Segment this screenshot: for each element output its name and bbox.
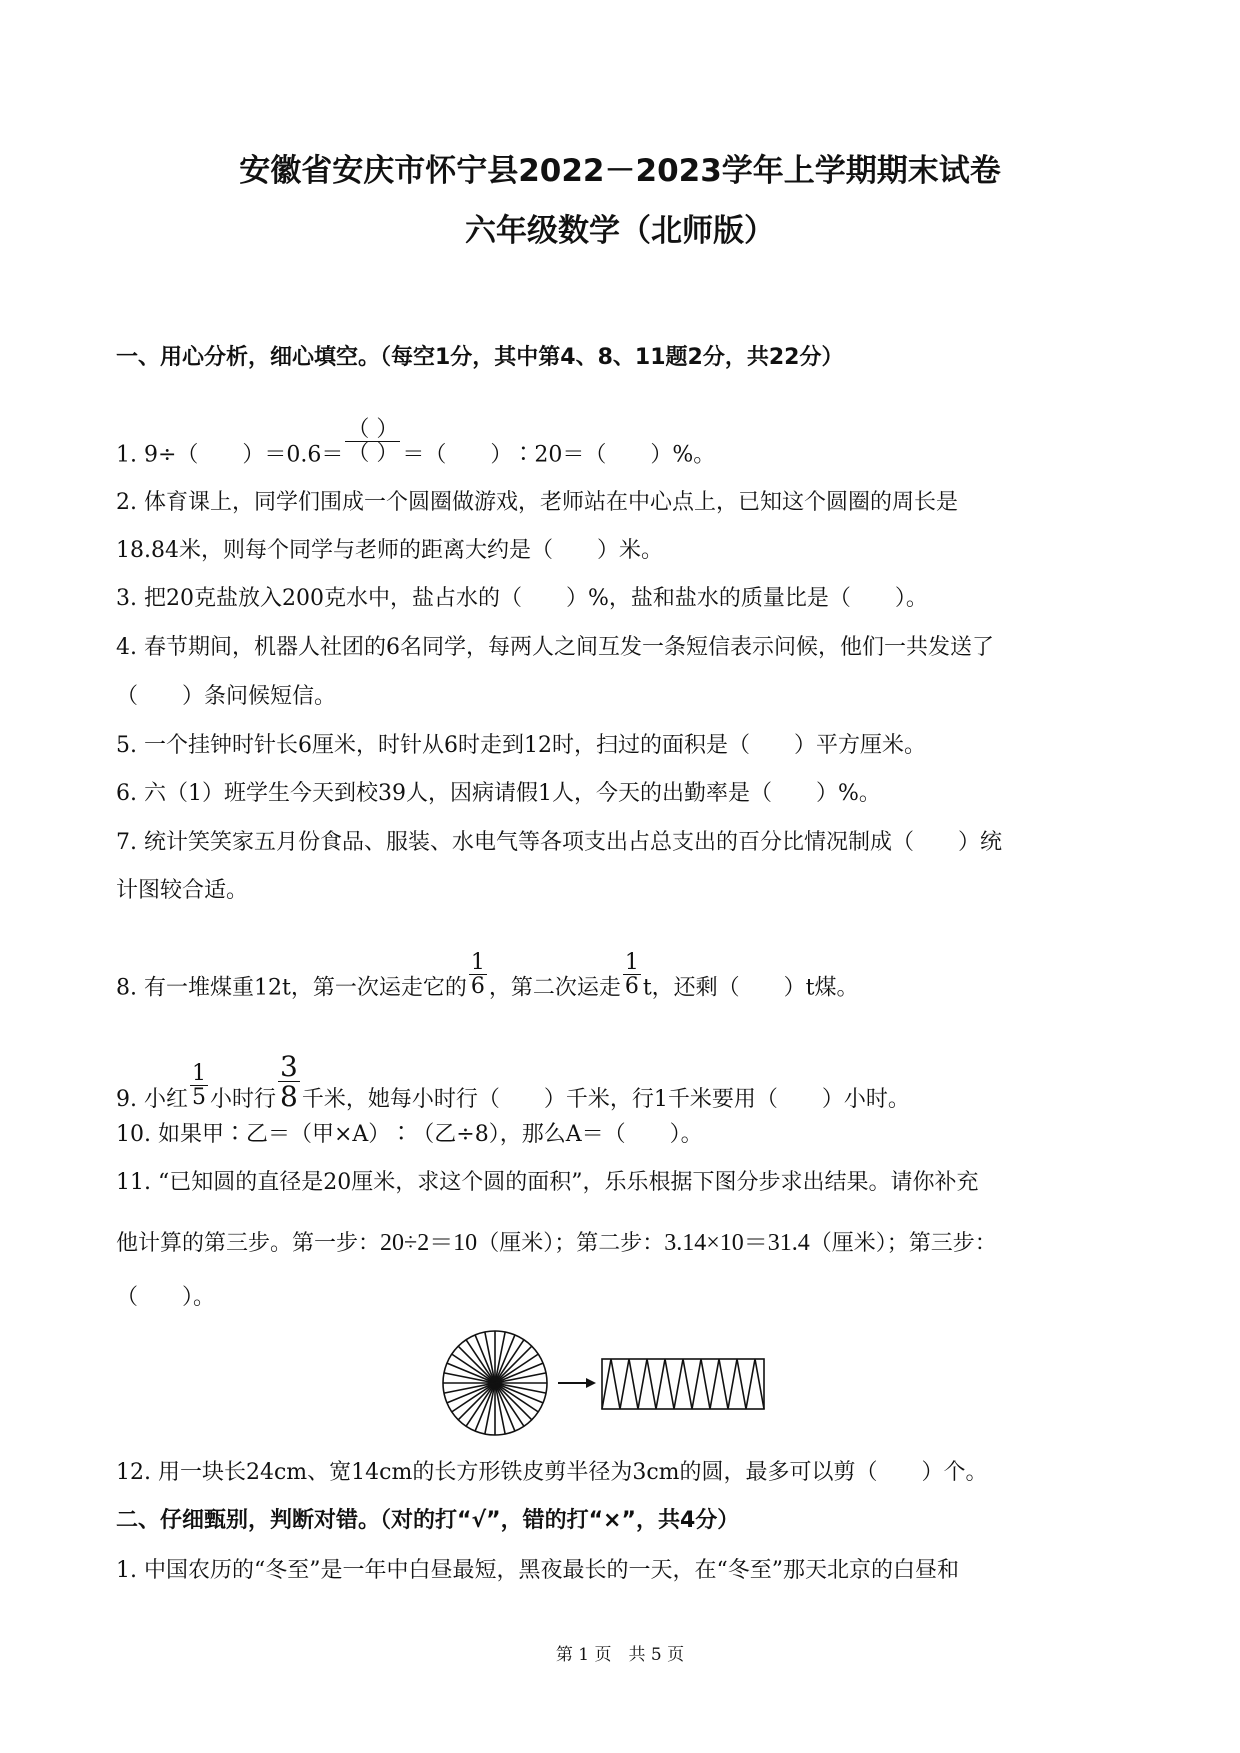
question-5: 5. 一个挂钟时针长6厘米，时针从6时走到12时，扫过的面积是（ ）平方厘米。	[116, 733, 926, 758]
fraction-one-sixth: $\frac{1}{6}$	[624, 950, 639, 1000]
section2-heading: 二、仔细甄别，判断对错。（对的打“√”，错的打“×”，共4分）	[116, 1508, 740, 1533]
question-9: 9. 小红 $\frac{1}{5}$ 小时行 $\frac{3}{8}$ 千米，她每小时行（ ）千米，行1千米要用（ ）小时。	[116, 1050, 910, 1114]
question-2-line-1: 2. 体育课上，同学们围成一个圆圈做游戏，老师站在中心点上，已知这个圆圈的周长是	[116, 490, 958, 515]
page-title: 安徽省安庆市怀宁县2022－2023学年上学期期末试卷	[239, 153, 1001, 189]
question-8: 8. 有一堆煤重12t，第一次运走它的 $\frac{1}{6}$ ，第二次运走 $\frac{1}{6}$ t，还剩（ ）t煤。	[116, 950, 859, 1001]
page-subtitle: 六年级数学（北师版）	[465, 213, 775, 249]
divided-circle	[443, 1331, 547, 1435]
question-10: 10. 如果甲∶乙＝（甲×A）∶（乙÷8），那么A＝（ ）。	[116, 1122, 703, 1147]
question-4-line-2: （ ）条问候短信。	[116, 684, 337, 709]
question-7-line-1: 7. 统计笑笑家五月份食品、服装、水电气等各项支出占总支出的百分比情况制成（ ）统	[116, 830, 1002, 855]
math-step-1: 20÷2＝10	[380, 1230, 478, 1256]
question-6: 6. 六（1）班学生今天到校39人，因病请假1人，今天的出勤率是（ ）%。	[116, 781, 881, 806]
question-11-line-1: 11. “已知圆的直径是20厘米，求这个圆的面积”，乐乐根据下图分步求出结果。请你补充	[116, 1170, 979, 1195]
section2-question-1: 1. 中国农历的“冬至”是一年中白昼最短，黑夜最长的一天，在“冬至”那天北京的白昼和	[116, 1558, 959, 1583]
math-step-2: 3.14×10＝31.4	[664, 1230, 810, 1256]
circle-area-diagram	[440, 1325, 800, 1455]
fraction-one-fifth: $\frac{1}{5}$	[191, 1061, 206, 1111]
question-7-line-2: 计图较合适。	[116, 878, 249, 903]
rearranged-rectangle	[602, 1359, 764, 1409]
fraction-blank: $\frac{( )}{( )}$	[347, 417, 399, 467]
question-1: 1. 9÷（ ）＝0.6＝ $\frac{( )}{( )}$ ＝（ ）∶20＝（ ）%。	[116, 417, 716, 468]
question-3: 3. 把20克盐放入200克水中，盐占水的（ ）%，盐和盐水的质量比是（ ）。	[116, 586, 928, 611]
fraction-one-sixth: $\frac{1}{6}$	[470, 950, 485, 1000]
arrow-head	[586, 1378, 596, 1388]
question-11-line-2: 他计算的第三步。第一步：20÷2＝10（厘米）；第二步：3.14×10＝31.4（厘米）；第三步：	[116, 1230, 997, 1256]
question-12: 12. 用一块长24cm、宽14cm的长方形铁皮剪半径为3cm的圆，最多可以剪（ ）个。	[116, 1460, 988, 1485]
question-11-line-3: （ ）。	[116, 1285, 216, 1310]
fraction-three-eighths: $\frac{3}{8}$	[280, 1050, 298, 1114]
question-2-line-2: 18.84米，则每个同学与老师的距离大约是（ ）米。	[116, 538, 663, 563]
section1-heading: 一、用心分析，细心填空。（每空1分，其中第4、8、11题2分，共22分）	[116, 345, 844, 370]
page-footer: 第 1 页 共 5 页	[555, 1645, 685, 1665]
question-4-line-1: 4. 春节期间，机器人社团的6名同学，每两人之间互发一条短信表示问候，他们一共发送了	[116, 635, 994, 660]
